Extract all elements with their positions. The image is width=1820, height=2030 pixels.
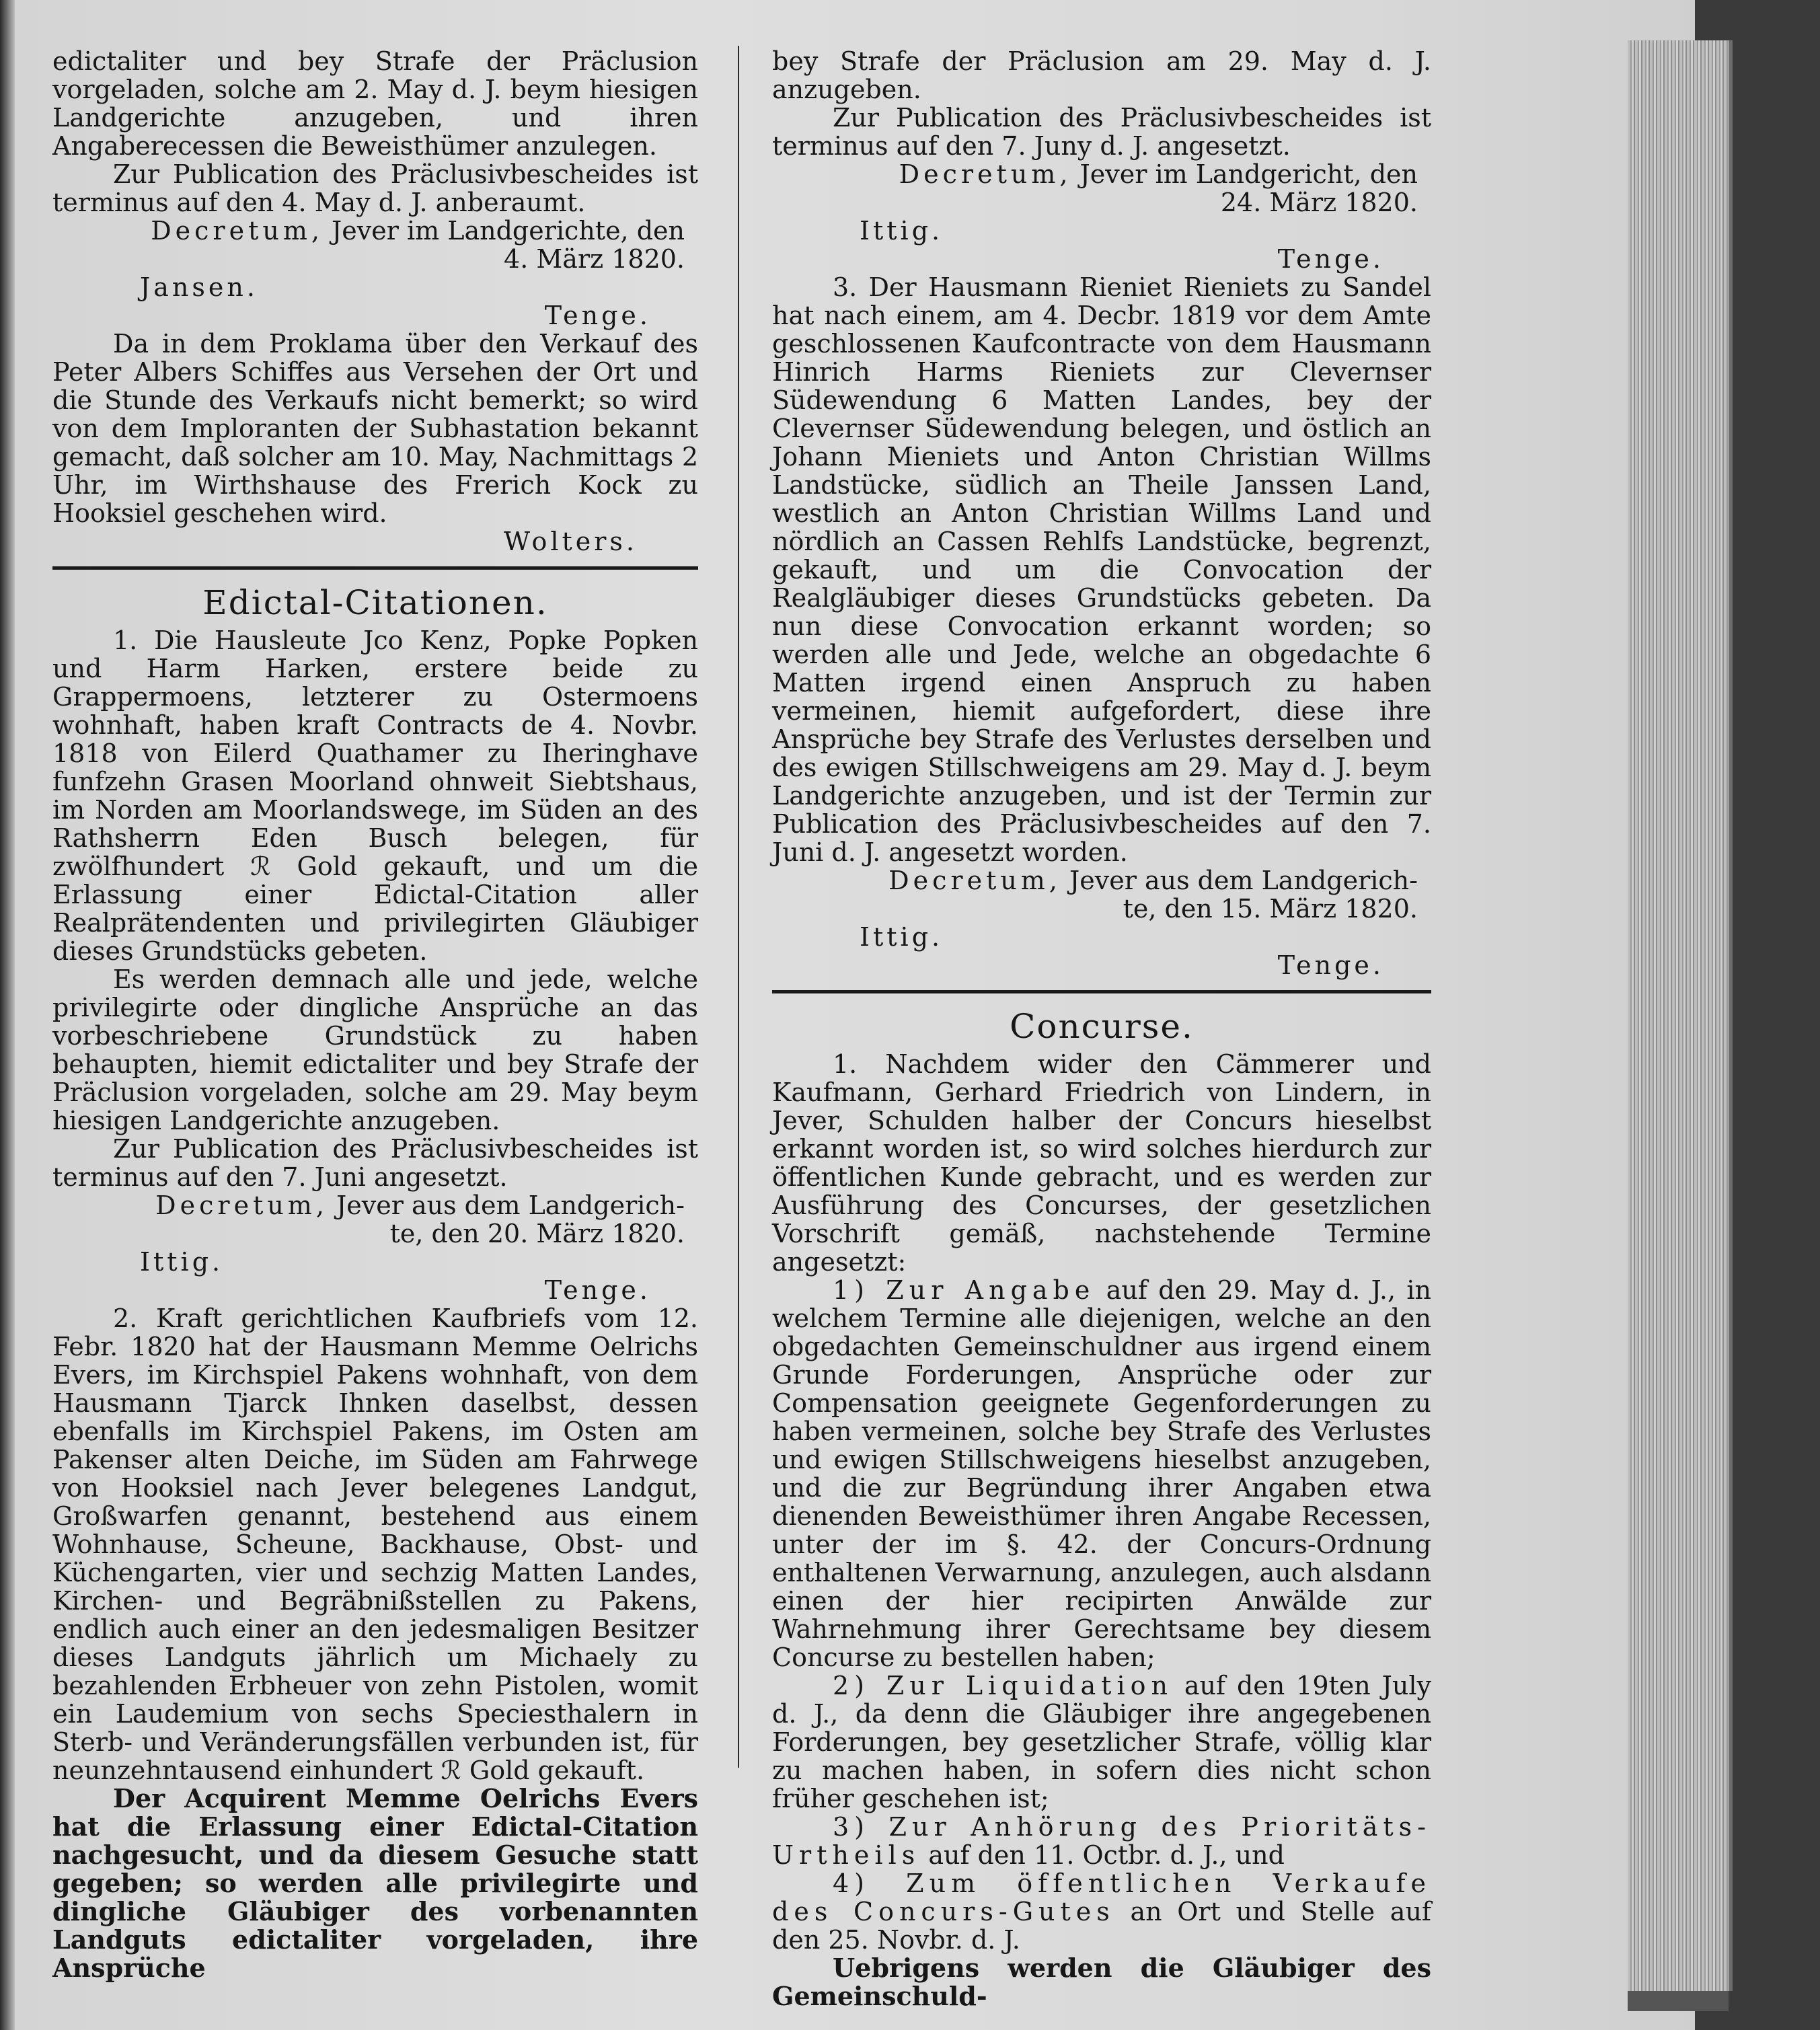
gutter-shadow [0, 0, 15, 2030]
right-signature-1-left: Ittig. [860, 216, 944, 246]
left-decree-1 [52, 217, 698, 273]
left-item-1-cont: Es werden demnach alle und jede, welche privilegirte oder dingliche Ansprüche an das vorbeschriebene Grundstück zu haben behaupten, hiemit edictaliter und bey Strafe der Präclusion vorgeladen, solche am 29. May beym hiesigen Landgerichte anzugeben. [52, 965, 698, 1135]
decree-date: 4. März 1820. [504, 244, 685, 274]
decree-prefix: Decretum, [151, 216, 324, 246]
right-signature-2-left: Ittig. [860, 922, 944, 952]
term-4 [772, 1869, 1431, 1954]
decree-place: Jever aus dem Landgerich- [336, 1191, 685, 1220]
right-concurs-1: 1. Nachdem wider den Cämmerer und Kaufmann, Gerhard Friedrich von Lindern, in Jever, Schulden halber der Concurs hieselbst erkannt worden ist, so wird solches hierdurch zur öffentlichen Kunde gebracht, und es werden zur Ausführung des Concurses, der gesetzlichen Vorschrift gemäß, nachstehende Termine angesetzt: [772, 1049, 1431, 1277]
decree-place: Jever aus dem Landgerich- [1069, 866, 1418, 895]
left-signature-2-left: Ittig. [140, 1247, 224, 1277]
left-column [52, 47, 698, 1982]
column-divider [738, 46, 739, 1768]
right-decree-1 [772, 160, 1431, 217]
term-4-lead: 4) Zum öffentlichen Verkaufe des Concurs-Gutes [772, 1869, 1431, 1926]
decree-place: Jever im Landgericht, den [1079, 159, 1418, 189]
left-notice-signature: Wolters. [503, 527, 638, 556]
right-signature-1-right: Tenge. [1277, 244, 1384, 274]
decree-date: 24. März 1820. [1220, 188, 1418, 217]
term-2-lead: 2) Zur Liquidation [833, 1671, 1173, 1700]
section-heading-edictal: Edictal-Citationen. [202, 583, 548, 622]
right-publication-1: Zur Publication des Präclusivbescheides ist terminus auf den 7. Juny d. J. angesetzt. [772, 103, 1431, 161]
decree-place: Jever im Landgerichte, den [332, 216, 685, 246]
term-3-lead: 3) Zur Anhörung des Prioritäts-Urtheils [772, 1812, 1431, 1870]
left-item-2-cont: Der Acquirent Memme Oelrichs Evers hat die Erlassung einer Edictal-Citation nachgesucht, und da diesem Gesuche statt gegeben; so werden alle privilegirte und dingliche Gläubiger des vorbenannten Landguts edictaliter vorgeladen, ihre Ansprüche [52, 1783, 698, 1983]
term-1 [772, 1276, 1431, 1671]
decree-date: te, den 20. März 1820. [389, 1219, 685, 1248]
decree-date: te, den 15. März 1820. [1123, 894, 1418, 924]
right-decree-2 [772, 866, 1431, 923]
right-top-paragraph: bey Strafe der Präclusion am 29. May d. J. anzugeben. [772, 46, 1431, 104]
left-notice-paragraph: Da in dem Proklama über den Verkauf des Peter Albers Schiffes aus Versehen der Ort und die Stunde des Verkaufs nicht bemerkt; so wird von dem Imploranten der Subhastation bekannt gemacht, daß solcher am 10. May, Nachmittags 2 Uhr, im Wirthshause des Frerich Kock zu Hooksiel geschehen wird. [52, 329, 698, 528]
decree-prefix: Decretum, [888, 866, 1061, 895]
term-3-text: auf den 11. Octbr. d. J., und [928, 1840, 1285, 1870]
term-2-text: auf den 19ten July d. J., da denn die Gläubiger ihre angegebenen Forderungen, bey gesetzlicher Strafe, völlig klar zu machen haben, in sofern dies nicht schon früher geschehen ist; [772, 1671, 1431, 1813]
term-3 [772, 1813, 1431, 1869]
left-signature-2-right: Tenge. [544, 1275, 651, 1305]
left-top-paragraph: edictaliter und bey Strafe der Präclusion vorgeladen, solche am 2. May d. J. beym hiesigen Landgerichte anzugeben, und ihren Angaberecessen die Beweisthümer anzulegen. [52, 46, 698, 161]
right-column [772, 47, 1431, 2010]
left-signature-1-left: Jansen. [140, 272, 258, 302]
term-4-text: an Ort und Stelle auf den 25. Novbr. d. J. [772, 1897, 1431, 1955]
term-2 [772, 1671, 1431, 1813]
left-publication-2: Zur Publication des Präclusivbescheides ist terminus auf den 7. Juni angesetzt. [52, 1134, 698, 1192]
left-decree-2 [52, 1191, 698, 1248]
right-closing-line: Uebrigens werden die Gläubiger des Gemeinschuld- [772, 1953, 1431, 2011]
left-item-1: 1. Die Hausleute Jco Kenz, Popke Popken und Harm Harken, erstere beide zu Grappermoens, letzterer zu Ostermoens wohnhaft, haben kraft Contracts de 4. Novbr. 1818 von Eilerd Quathamer zu Iheringhave funfzehn Grasen Moorland ohnweit Siebtshaus, im Norden am Moorlandswege, im Süden an des Rathsherrn Eden Busch belegen, für zwölfhundert ℛ Gold gekauft, und um die Erlassung einer Edictal-Citation aller Realprätendenten und privilegirten Gläubiger dieses Grundstücks gebeten. [52, 626, 698, 966]
decree-prefix: Decretum, [899, 159, 1072, 189]
decree-prefix: Decretum, [155, 1191, 328, 1220]
right-signature-2-right: Tenge. [1277, 950, 1384, 980]
book-page-edges [1628, 40, 1733, 1991]
right-item-3: 3. Der Hausmann Rieniet Rieniets zu Sandel hat nach einem, am 4. Decbr. 1819 vor dem Amte geschlossenen Kaufcontracte von dem Hausmann Hinrich Harms Rieniets zur Clevernser Südewendung 6 Matten Landes, bey der Clevernser Südewendung belegen, und östlich an Johann Mieniets und Anton Christian Willms Landstücke, südlich an Theile Janssen Land, westlich an Anton Christian Willms Land und nördlich an Cassen Rehlfs Landstücke, begrenzt, gekauft, und um die Convocation der Realgläubiger dieses Grundstücks gebeten. Da nun diese Convocation erkannt worden; so werden alle und Jede, welche an obgedachte 6 Matten irgend einen Anspruch zu haben vermeinen, hiemit aufgefordert, diese ihre Ansprüche bey Strafe des Verlustes derselben und des ewigen Stillschweigens am 29. May d. J. beym Landgerichte anzugeben, und ist der Termin zur Publication des Präclusivbescheides auf den 7. Juni d. J. angesetzt worden. [772, 272, 1431, 867]
term-1-lead: 1) Zur Angabe [833, 1275, 1096, 1305]
section-rule [52, 566, 698, 570]
left-publication-1: Zur Publication des Präclusivbescheides ist terminus auf den 4. May d. J. anberaumt. [52, 159, 698, 217]
left-item-2: 2. Kraft gerichtlichen Kaufbriefs vom 12. Febr. 1820 hat der Hausmann Memme Oelrichs Evers, im Kirchspiel Pakens wohnhaft, von dem Hausmann Tjarck Ihnken daselbst, dessen ebenfalls im Kirchspiel Pakens, im Osten am Pakenser alten Deiche, im Süden am Fahrwege von Hooksiel nach Jever belegenes Landgut, Großwarfen genannt, bestehend aus einem Wohnhause, Scheune, Backhause, Obst- und Küchengarten, vier und sechzig Matten Landes, Kirchen- und Begräbnißstellen zu Pakens, endlich auch einer an den jedesmaligen Besitzer dieses Landguts jährlich um Michaely zu bezahlenden Erbheuer von zehn Pistolen, womit ein Laudemium von sechs Speciesthalern in Sterb- und Veränderungsfällen verbunden ist, für neunzehntausend einhundert ℛ Gold gekauft. [52, 1304, 698, 1785]
term-1-text: auf den 29. May d. J., in welchem Termine alle diejenigen, welche an den obgedachten Gemeinschuldner aus irgend einem Grunde Forderungen, Ansprüche oder zur Compensation geeignete Gegenforderungen zu haben vermeinen, solche bey Strafe des Verlustes und ewigen Stillschweigens hieselbst anzugeben, und die zur Begründung ihrer Angaben etwa dienenden Beweisthümer ihren Angabe Recessen, unter der im §. 42. der Concurs-Ordnung enthaltenen Verwarnung, anzulegen, auch alsdann einen der hier recipirten Anwälde zur Wahrnehmung ihrer Gerechtsame bey diesem Concurse zu bestellen haben; [772, 1275, 1431, 1672]
section-heading-concurse: Concurse. [1010, 1007, 1194, 1046]
left-signature-1-right: Tenge. [544, 301, 651, 330]
section-rule [772, 990, 1431, 993]
